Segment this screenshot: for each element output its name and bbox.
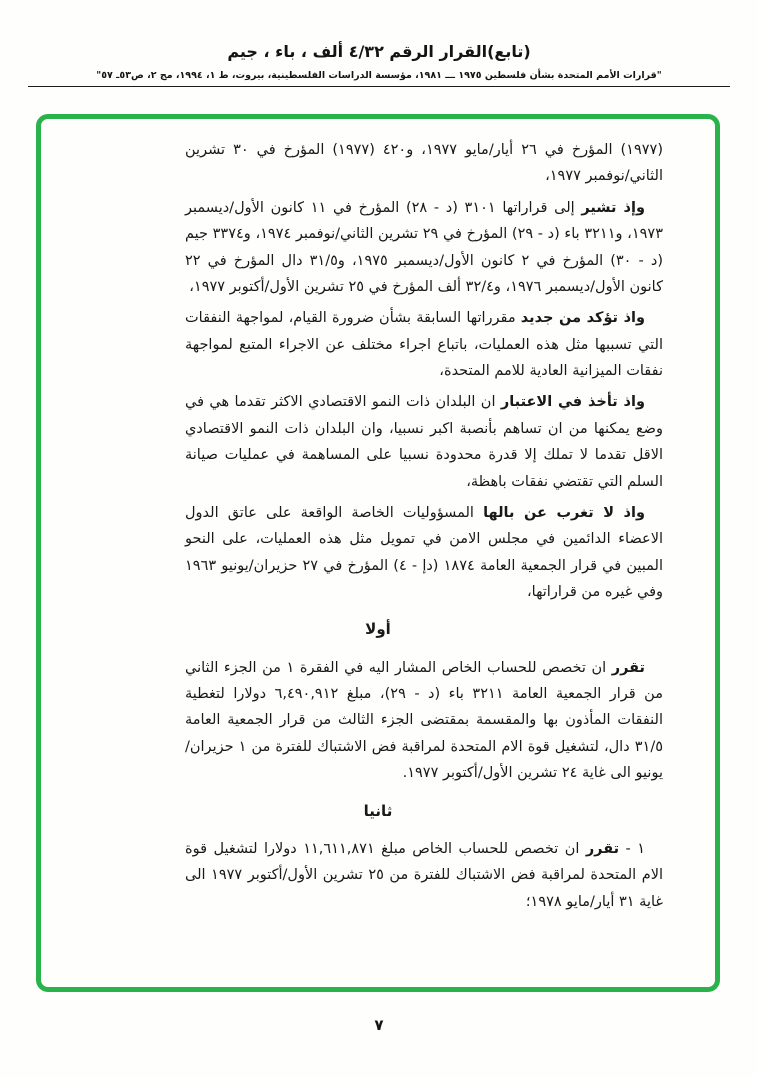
bold-lead: وإذ تشير [581,199,645,216]
paragraph-text: (١٩٧٧) المؤرخ في ٢٦ أيار/مايو ١٩٧٧، و٤٢٠ (١٩٧٧) المؤرخ في ٣٠ تشرين الثاني/نوفمبر ١٩٧٧، [185,142,663,185]
bold-lead: تقرر [585,840,620,857]
section-heading-second: ثانيا [363,801,393,820]
page-header [0,0,758,87]
paragraph-recalling [185,195,663,301]
paragraph-taking-into-account [185,389,663,495]
highlight-frame [36,114,720,992]
paragraph-text: ان تخصص للحساب الخاص المشار اليه في الفقرة ١ من الجزء الثاني من قرار الجمعية العامة ٣٢١١ باء (د - ٢٩)، مبلغ ٦,٤٩٠,٩١٢ دولارا لتغطية النفقات المأذون بها والمقسمة بمقتضى الجزء الثالث من قرار الجمعية العامة ٣١/٥ دال، لتشغيل قوة الام المتحدة لمراقبة فض الاشتباك للفترة من ١ حزيران/يونيو الى غاية ٢٤ تشرين الأول/أكتوبر ١٩٧٧. [185,659,663,782]
item-number: ١ - [619,840,646,857]
paragraph-decides-second [185,836,663,915]
bold-lead: واذ تأخذ في الاعتبار [500,394,645,411]
paragraph-text: مقرراتها السابقة بشأن ضرورة القيام، لمواجهة النفقات التي تسببها مثل هذه العمليات، باتباع اجراء مختلف عن الاجراء المتبع لمواجهة نفقات الميزانية العادية للامم المتحدة، [185,310,663,379]
source-citation: "قرارات الأمم المتحدة بشأن فلسطين ١٩٧٥ ـــ ١٩٨١، مؤسسة الدراسات الفلسطينية، بيروت، ط ١، ١٩٩٤، مج ٢، ص٥٣ـ ٥٧" [96,70,662,81]
paragraph-reaffirming [185,305,663,384]
section-heading-first: أولا [365,620,391,639]
page-number: ٧ [374,1016,384,1034]
resolution-body [41,119,715,915]
bold-lead: تقرر [611,659,645,676]
paragraph-text: المسؤوليات الخاصة الواقعة على عاتق الدول الاعضاء الدائمين في مجلس الامن في تمويل مثل هذه العمليات، على النحو المبين في قرار الجمعية العامة ١٨٧٤ (دإ - ٤) المؤرخ في ٢٧ حزيران/يونيو ١٩٦٣ وفي غيره من قراراتها، [185,504,663,600]
paragraph-continuation [185,137,663,190]
bold-lead: واذ تؤكد من جديد [520,310,645,327]
paragraph-decides-first [185,655,663,787]
paragraph-text: ان البلدان ذات النمو الاقتصادي الاكثر تقدما هي في وضع يمكنها من ان تساهم بأنصبة اكبر نسبيا، وان البلدان ذات النمو الاقتصادي الاقل تقدما لا تملك إلا قدرة محدودة نسبيا على المساهمة في عمليات صيانة السلم التي تقتضي نفقات باهظة، [185,394,663,490]
paragraph-text: ان تخصص للحساب الخاص مبلغ ١١,٦١١,٨٧١ دولارا لتشغيل قوة الام المتحدة لمراقبة فض الاشتباك للفترة من ٢٥ تشرين الأول/أكتوبر ١٩٧٧ الى غاية ٣١ أيار/مايو ١٩٧٨؛ [185,840,663,910]
resolution-title: (تابع)القرار الرقم ٤/٣٢ ألف ، باء ، جيم [227,42,531,61]
paragraph-bearing-in-mind [185,500,663,606]
paragraph-text: إلى قراراتها ٣١٠١ (د - ٢٨) المؤرخ في ١١ كانون الأول/ديسمبر ١٩٧٣، و٣٢١١ باء (د - ٢٩) المؤرخ في ٢٩ تشرين الثاني/نوفمبر ١٩٧٤، و٣٣٧٤ جيم (د - ٣٠) المؤرخ في ٢ كانون الأول/ديسمبر ١٩٧٥، و٣١/٥ دال المؤرخ في ٢٢ كانون الأول/ديسمبر ١٩٧٦، و٣٢/٤ ألف المؤرخ في ٢٥ تشرين الأول/أكتوبر ١٩٧٧، [185,199,663,295]
header-divider [28,86,730,87]
bold-lead: واذ لا تغرب عن بالها [483,504,645,521]
